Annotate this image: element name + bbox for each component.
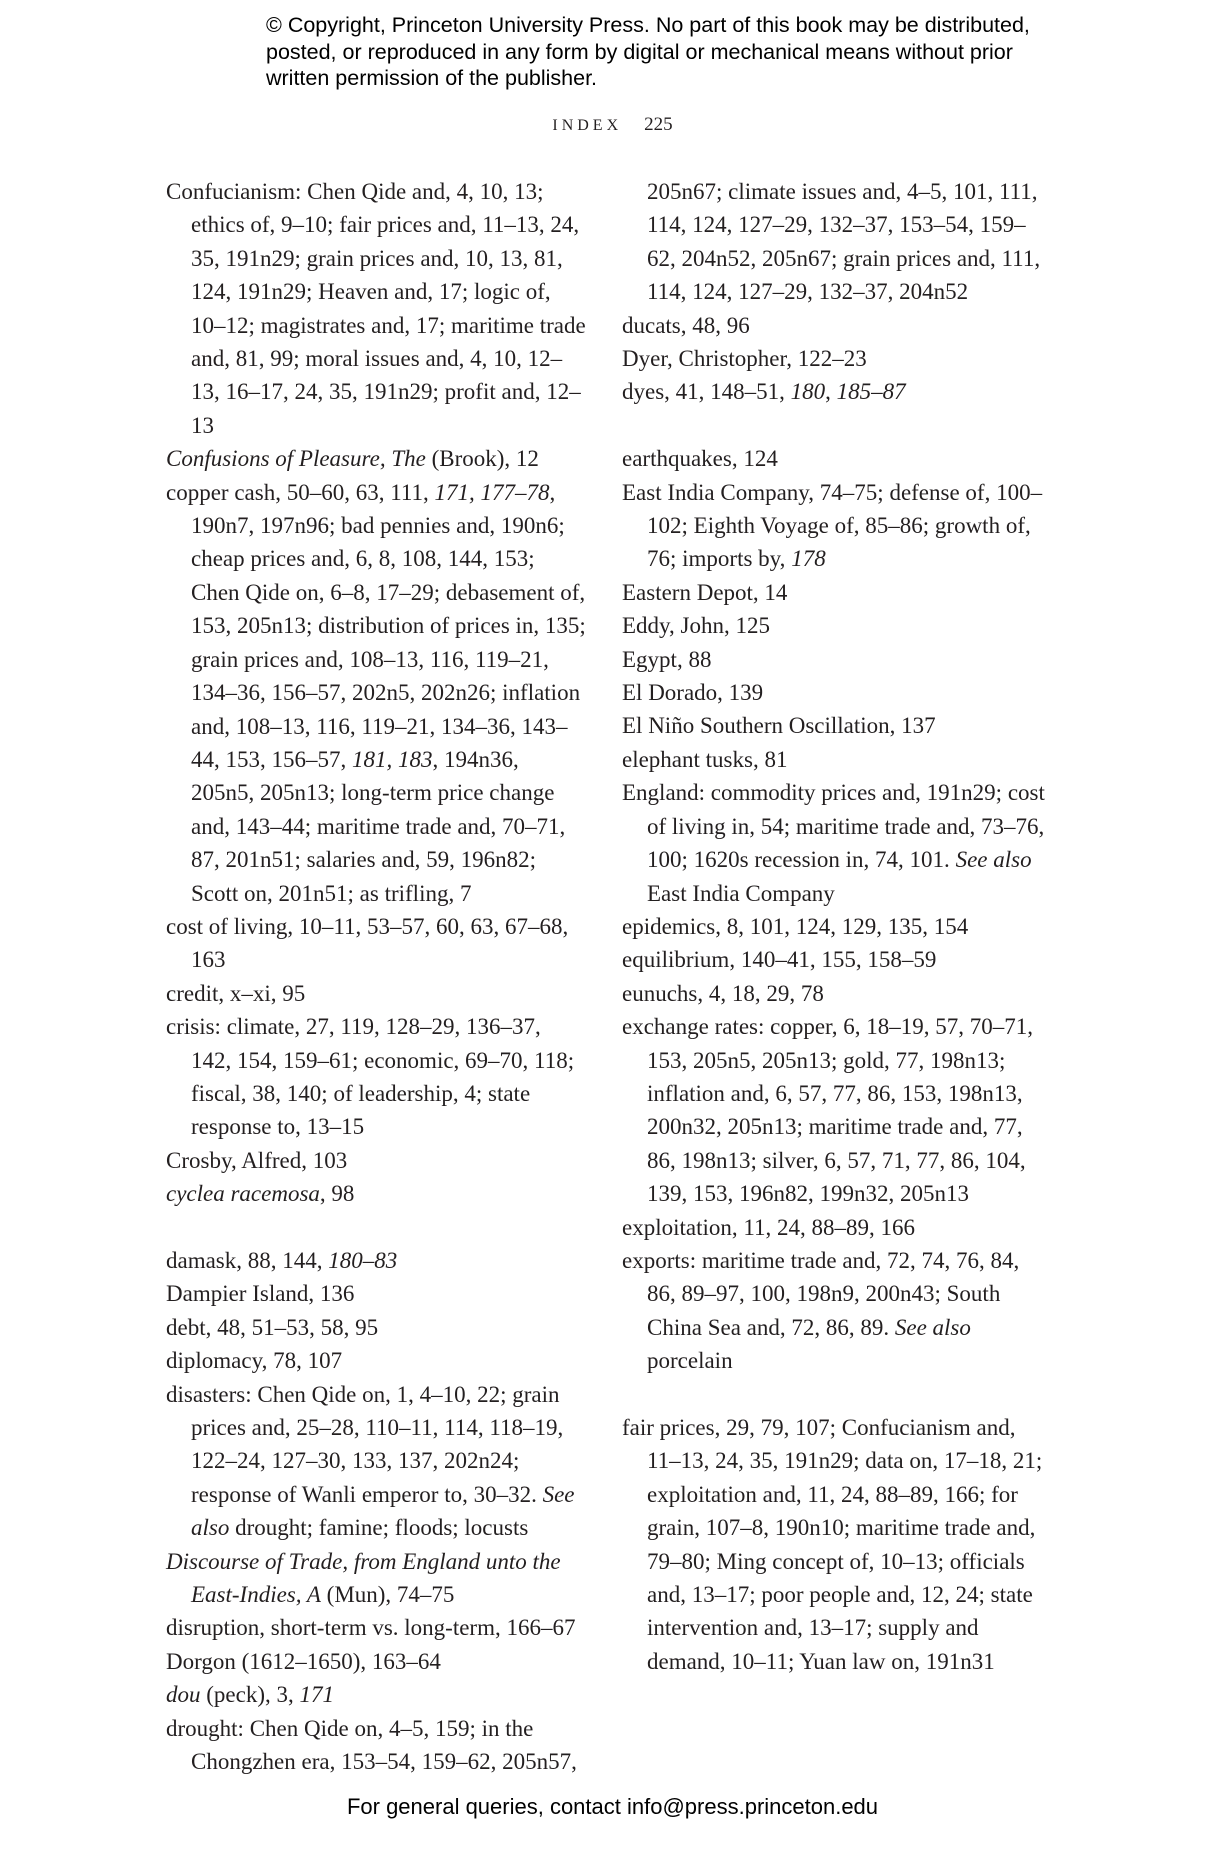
index-entry	[166, 1378, 586, 1545]
letter-gap	[622, 1378, 1052, 1411]
index-entry: exchange rates: copper, 6, 18–19, 57, 70–71, 153, 205n5, 205n13; gold, 77, 198n13; inflation and, 6, 57, 77, 86, 153, 198n13, 200n32, 205n13; maritime trade and, 77, 86, 198n13; silver, 6, 57, 71, 77, 86, 104, 139, 153, 196n82, 199n32, 205n13	[622, 1014, 1034, 1207]
letter-gap	[622, 409, 1052, 442]
page-number: 225	[644, 114, 673, 135]
index-italic-locators: 178	[791, 546, 826, 572]
index-entry: debt, 48, 51–53, 58, 95	[166, 1314, 379, 1340]
letter-gap	[166, 1211, 586, 1244]
index-entry: disruption, short-term vs. long-term, 166–67	[166, 1615, 576, 1641]
index-entry: Egypt, 88	[622, 646, 712, 672]
index-entry: Dampier Island, 136	[166, 1281, 355, 1307]
index-text: , 190n7, 197n96; bad pennies and, 190n6; cheap prices and, 6, 8, 108, 144, 153; Chen Qide on, 6–8, 17–29; debasement of, 153, 205n13; distribution of prices in, 135; grain prices and, 108–13, 116, 119–21, 134–36, 156–57, 202n5, 202n26; inflation and, 108–13, 116, 119–21, 134–36, 143–44, 153, 156–57,	[191, 479, 586, 772]
index-entry: elephant tusks, 81	[622, 746, 788, 772]
index-entry: El Dorado, 139	[622, 680, 764, 706]
index-entry: El Niño Southern Oscillation, 137	[622, 713, 936, 739]
see-also: See also	[191, 1481, 575, 1541]
index-entry: earthquakes, 124	[622, 446, 778, 472]
running-head-label: INDEX	[552, 117, 623, 134]
index-text: disasters: Chen Qide on, 1, 4–10, 22; grain prices and, 25–28, 110–11, 114, 118–19, 122–24, 127–30, 133, 137, 202n24; response of Wanli emperor to, 30–32.	[166, 1381, 564, 1507]
index-entry	[166, 442, 586, 475]
index-italic-locators: 171, 177–78	[434, 479, 550, 505]
index-locators: (Brook), 12	[425, 446, 539, 472]
index-italic-locators: 180–83	[328, 1247, 398, 1273]
index-text: ,	[825, 379, 837, 405]
index-entry: drought: Chen Qide on, 4–5, 159; in the Chongzhen era, 153–54, 159–62, 205n57,	[166, 1715, 577, 1775]
index-entry	[622, 375, 1052, 408]
index-entry: Eddy, John, 125	[622, 613, 771, 639]
index-title: Confusions of Pleasure, The	[166, 446, 426, 472]
index-entry	[166, 1244, 586, 1277]
index-entry: equilibrium, 140–41, 155, 158–59	[622, 947, 937, 973]
index-entry	[622, 776, 1052, 910]
index-text: drought; famine; floods; locusts	[229, 1515, 529, 1541]
index-text: exports: maritime trade and, 72, 74, 76, 84, 86, 89–97, 100, 198n9, 200n43; South China Sea and, 72, 86, 89.	[622, 1247, 1020, 1340]
index-text: East India Company, 74–75; defense of, 100–102; Eighth Voyage of, 85–86; growth of, 76; imports by,	[622, 479, 1043, 572]
footer-contact: For general queries, contact info@press.princeton.edu	[346, 1794, 879, 1819]
index-title: cyclea racemosa	[166, 1181, 320, 1207]
index-entry: eunuchs, 4, 18, 29, 78	[622, 980, 824, 1006]
index-entry: credit, x–xi, 95	[166, 980, 306, 1006]
index-entry: Dyer, Christopher, 122–23	[622, 346, 867, 372]
index-entry: Eastern Depot, 14	[622, 579, 788, 605]
index-text: , 194n36, 205n5, 205n13; long-term price change and, 143–44; maritime trade and, 70–71, 87, 201n51; salaries and, 59, 196n82; Scott on, 201n51; as trifling, 7	[191, 746, 566, 906]
index-entry: crisis: climate, 27, 119, 128–29, 136–37, 142, 154, 159–61; economic, 69–70, 118; fiscal, 38, 140; of leadership, 4; state response to, 13–15	[166, 1014, 575, 1140]
index-entry	[166, 1678, 586, 1711]
index-entry: fair prices, 29, 79, 107; Confucianism and, 11–13, 24, 35, 191n29; data on, 17–18, 21; exploitation and, 11, 24, 88–89, 166; for grain, 107–8, 190n10; maritime trade and, 79–80; Ming concept of, 10–13; officials and, 13–17; poor people and, 12, 24; state intervention and, 13–17; supply and demand, 10–11; Yuan law on, 191n31	[622, 1415, 1043, 1674]
index-text: England: commodity prices and, 191n29; cost of living in, 54; maritime trade and, 73–76, 100; 1620s recession in, 74, 101.	[622, 780, 1045, 873]
index-entry	[622, 476, 1052, 576]
index-entry: cost of living, 10–11, 53–57, 60, 63, 67–68, 163	[166, 913, 569, 973]
index-entry: Crosby, Alfred, 103	[166, 1147, 348, 1173]
copyright-notice: © Copyright, Princeton University Press. No part of this book may be distributed, posted, or reproduced in any form by digital or mechanical means without prior written permission of the publisher.	[266, 13, 1030, 90]
see-also: See also	[955, 847, 1032, 873]
index-italic-locators: 171	[299, 1682, 334, 1708]
index-italic-locators: 181, 183	[352, 746, 433, 772]
index-entry: diplomacy, 78, 107	[166, 1348, 343, 1374]
index-text: (peck), 3,	[200, 1682, 300, 1708]
index-text: porcelain	[647, 1348, 733, 1374]
index-entry	[166, 1545, 586, 1612]
index-entry	[166, 476, 586, 910]
index-title: dou	[166, 1682, 201, 1708]
index-entry-continued: 205n67; climate issues and, 4–5, 101, 111, 114, 124, 127–29, 132–37, 153–54, 159–62, 204n52, 205n67; grain prices and, 111, 114, 124, 127–29, 132–37, 204n52	[647, 179, 1041, 305]
running-head	[0, 114, 1225, 136]
index-title: Discourse of Trade, from England unto the East-Indies, A	[166, 1548, 561, 1608]
index-italic-locators: 185–87	[836, 379, 906, 405]
index-column-right	[622, 175, 1052, 1678]
index-locators: (Mun), 74–75	[320, 1582, 455, 1608]
index-entry	[166, 1177, 586, 1210]
index-text: dyes, 41, 148–51,	[622, 379, 791, 405]
index-text: copper cash, 50–60, 63, 111,	[166, 479, 435, 505]
index-entry: exploitation, 11, 24, 88–89, 166	[622, 1214, 916, 1240]
index-entry: Dorgon (1612–1650), 163–64	[166, 1648, 441, 1674]
index-entry	[622, 1244, 1052, 1378]
index-entry: ducats, 48, 96	[622, 312, 750, 338]
index-text: East India Company	[647, 880, 835, 906]
index-entry: epidemics, 8, 101, 124, 129, 135, 154	[622, 913, 969, 939]
see-also: See also	[894, 1314, 971, 1340]
index-text: damask, 88, 144,	[166, 1247, 329, 1273]
index-locators: , 98	[319, 1181, 355, 1207]
index-italic-locators: 180	[790, 379, 826, 405]
index-entry: Confucianism: Chen Qide and, 4, 10, 13; ethics of, 9–10; fair prices and, 11–13, 24, 35, 191n29; grain prices and, 10, 13, 81, 124, 191n29; Heaven and, 17; logic of, 10–12; magistrates and, 17; maritime trade and, 81, 99; moral issues and, 4, 10, 12–13, 16–17, 24, 35, 191n29; profit and, 12–13	[166, 179, 586, 438]
index-column-left	[166, 175, 586, 1778]
